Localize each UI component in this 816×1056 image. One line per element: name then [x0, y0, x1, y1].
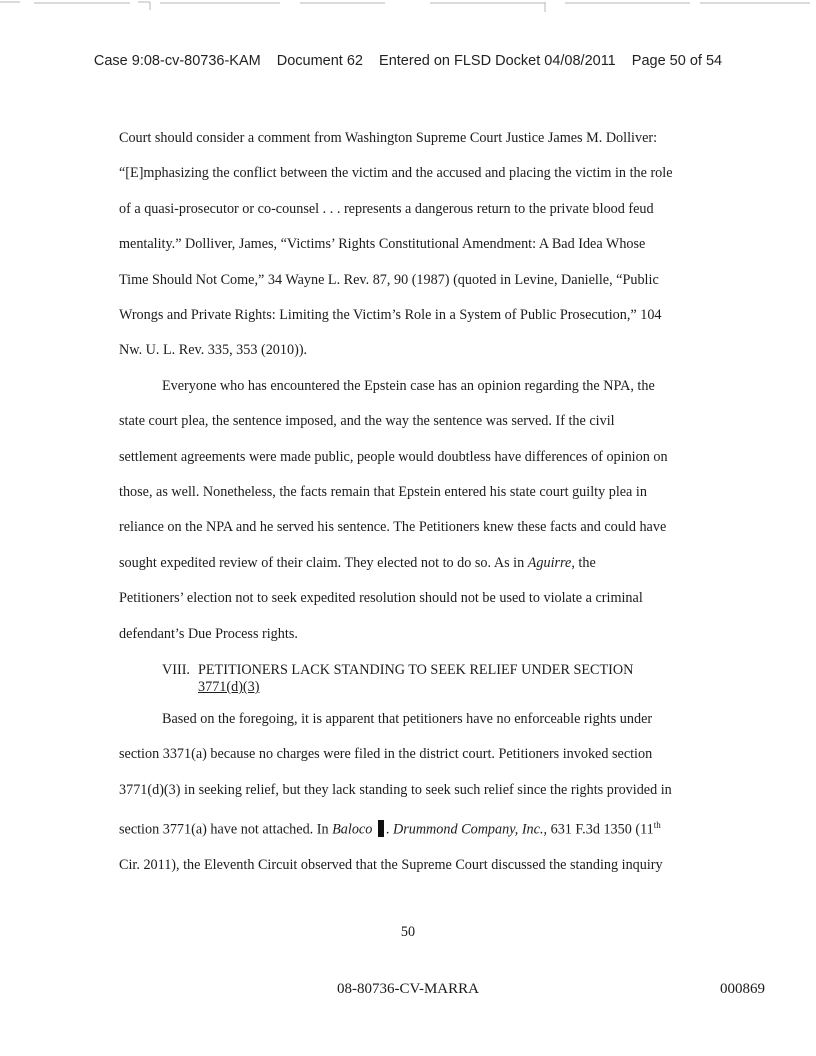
- text-line: 3771(d)(3) in seeking relief, but they lack standing to seek such relief since the rights provided in: [119, 781, 672, 798]
- text-span: section 3771(a) have not attached. In: [119, 821, 333, 838]
- page-number: 50: [400, 924, 416, 940]
- section-heading: [162, 662, 722, 696]
- text-line: of a quasi-prosecutor or co-counsel . . . represents a dangerous return to the private blood feud: [119, 200, 654, 217]
- text-line: Time Should Not Come,” 34 Wayne L. Rev. 87, 90 (1987) (quoted in Levine, Danielle, “Public: [119, 271, 659, 288]
- case-citation-drummond: Drummond Company, Inc.: [392, 821, 544, 838]
- text-line: Cir. 2011), the Eleventh Circuit observed that the Supreme Court discussed the standing inquiry: [119, 857, 663, 874]
- footer-case-id: 08-80736-CV-MARRA: [337, 981, 479, 997]
- section-title-line1: PETITIONERS LACK STANDING TO SEEK RELIEF UNDER SECTION: [198, 662, 634, 678]
- text-line: defendant’s Due Process rights.: [119, 625, 298, 642]
- text-line: [119, 546, 709, 581]
- text-line: Based on the foregoing, it is apparent that petitioners have no enforceable rights under: [162, 711, 653, 727]
- text-line: “[E]mphasizing the conflict between the victim and the accused and placing the victim in the role: [119, 165, 673, 182]
- body-text-continued: [119, 702, 709, 884]
- text-span: sought expedited review of their claim. They elected not to do so. As in: [119, 554, 528, 571]
- case-header: [0, 53, 816, 69]
- text-line: Petitioners’ election not to seek expedited resolution should not be used to violate a criminal: [119, 590, 643, 607]
- text-span: , the: [571, 554, 596, 571]
- text-line: settlement agreements were made public, people would doubtless have differences of opinion on: [119, 448, 668, 465]
- docket-entry: Entered on FLSD Docket 04/08/2011: [379, 53, 616, 69]
- text-line: Court should consider a comment from Washington Supreme Court Justice James M. Dolliver:: [119, 130, 658, 146]
- text-line: mentality.” Dolliver, James, “Victims’ Rights Constitutional Amendment: A Bad Idea Whose: [119, 236, 646, 253]
- text-span: .: [385, 821, 393, 838]
- redaction-mark: [378, 820, 384, 837]
- text-line: [119, 808, 709, 848]
- text-line: section 3371(a) because no charges were filed in the district court. Petitioners invoked section: [119, 746, 653, 763]
- scan-artifact-top: [0, 0, 816, 18]
- text-line: Nw. U. L. Rev. 335, 353 (2010)).: [119, 342, 308, 359]
- text-line: state court plea, the sentence imposed, and the way the sentence was served. If the civil: [119, 413, 615, 430]
- section-number: VIII.: [162, 662, 190, 678]
- text-line: reliance on the NPA and he served his sentence. The Petitioners knew these facts and could have: [119, 519, 667, 536]
- text-line: those, as well. Nonetheless, the facts remain that Epstein entered his state court guilty plea in: [119, 484, 647, 501]
- body-text: [119, 121, 709, 652]
- page-of: Page 50 of 54: [631, 53, 723, 69]
- case-citation-baloco: Baloco: [332, 821, 373, 838]
- case-citation-aguirre: Aguirre: [527, 554, 572, 571]
- footer-bates-number: 000869: [720, 981, 765, 997]
- text-line: Wrongs and Private Rights: Limiting the Victim’s Role in a System of Public Prosecution,” 104: [119, 307, 662, 324]
- section-title-line2: 3771(d)(3): [198, 679, 260, 695]
- case-number: Case 9:08-cv-80736-KAM: [93, 53, 261, 69]
- superscript: th: [653, 820, 661, 831]
- text-line: Everyone who has encountered the Epstein case has an opinion regarding the NPA, the: [162, 377, 655, 394]
- document-number: Document 62: [276, 53, 363, 69]
- text-span: , 631 F.3d 1350 (11: [543, 821, 654, 838]
